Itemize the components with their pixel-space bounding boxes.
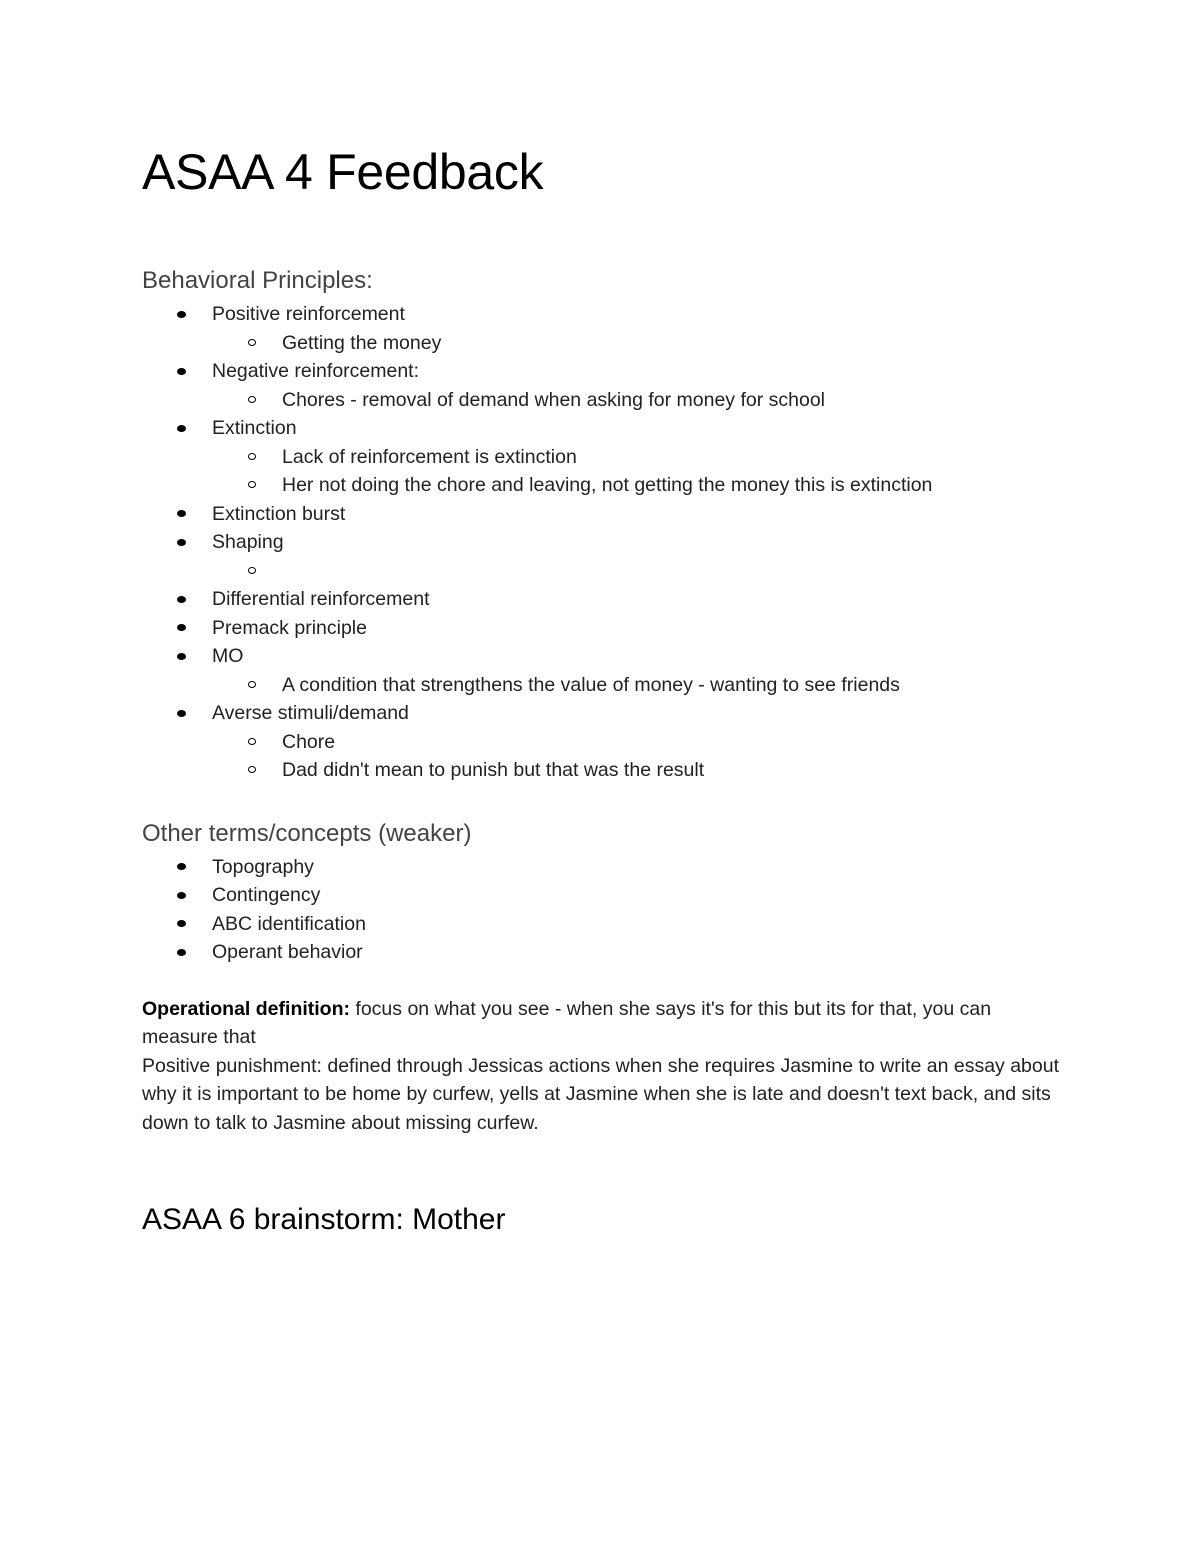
sub-list-item [142, 756, 1062, 785]
sub-list-item [142, 329, 1062, 358]
hollow-bullet-icon [248, 396, 256, 403]
bullet-icon [177, 892, 186, 899]
sub-list-item [142, 728, 1062, 757]
sub-list-item-label: Dad didn't mean to punish but that was the result [282, 759, 705, 781]
sub-list-item-label: A condition that strengthens the value of money - wanting to see friends [282, 673, 900, 696]
list-item [142, 500, 1062, 529]
hollow-bullet-icon [248, 481, 256, 488]
list-item-label: ABC identification [212, 912, 366, 935]
other-terms-list [142, 853, 1062, 967]
sub-list-item-label: Lack of reinforcement is extinction [282, 445, 577, 468]
list-item-label: MO [212, 645, 244, 667]
bullet-icon [177, 624, 186, 631]
list-item [142, 414, 1062, 443]
operational-definition-label: Operational definition: [142, 997, 350, 1020]
behavioral-principles-heading: Behavioral Principles: [142, 267, 373, 294]
sub-list-item [142, 386, 1062, 415]
list-item-label: Shaping [212, 531, 284, 553]
sub-list-item-label: Chores - removal of demand when asking for money for school [282, 388, 826, 411]
sub-list-item [142, 557, 1062, 586]
bullet-icon [177, 653, 186, 660]
list-item-label: Topography [212, 855, 314, 878]
positive-punishment-paragraph: Positive punishment: defined through Jessicas actions when she requires Jasmine to write an essay about why it is important to be home by curfew, yells at Jasmine when she is late and doesn't text back, and sits down to talk to Jasmine about missing curfew. [142, 1054, 1060, 1134]
list-item-label: Operant behavior [212, 941, 363, 963]
sub-list-item-label: Chore [282, 730, 336, 753]
list-item-label: Negative reinforcement: [212, 360, 420, 382]
list-item-label: Differential reinforcement [212, 588, 430, 610]
list-item-label: Extinction burst [212, 502, 346, 525]
bullet-icon [177, 949, 186, 956]
list-item-label: Positive reinforcement [212, 303, 405, 325]
list-item [142, 585, 1062, 614]
bullet-icon [177, 510, 186, 517]
document-content [142, 140, 1062, 1239]
list-item [142, 642, 1062, 671]
sub-list-item-label: Getting the money [282, 331, 442, 354]
list-item [142, 699, 1062, 728]
asaa6-heading: ASAA 6 brainstorm: Mother [142, 1203, 506, 1236]
sub-list-item [142, 471, 1062, 500]
list-item [142, 300, 1062, 329]
list-item [142, 853, 1062, 882]
operational-definition-paragraph [142, 995, 1062, 1052]
hollow-bullet-icon [248, 766, 256, 773]
bullet-icon [177, 596, 186, 603]
list-item [142, 528, 1062, 557]
bullet-icon [177, 539, 186, 546]
operational-definition-text: focus on what you see - when she says it's for this but its for that, you can measure that [142, 997, 992, 1048]
list-item-label: Contingency [212, 884, 321, 906]
list-item [142, 881, 1062, 910]
list-item [142, 614, 1062, 643]
hollow-bullet-icon [248, 567, 256, 574]
sub-list-item [142, 443, 1062, 472]
bullet-icon [177, 920, 186, 927]
list-item [142, 910, 1062, 939]
document-title: ASAA 4 Feedback [142, 144, 544, 200]
sub-list-item [142, 671, 1062, 700]
list-item [142, 357, 1062, 386]
other-terms-heading: Other terms/concepts (weaker) [142, 819, 472, 847]
bullet-icon [177, 710, 186, 717]
list-item-label: Averse stimuli/demand [212, 702, 409, 724]
hollow-bullet-icon [248, 738, 256, 745]
hollow-bullet-icon [248, 339, 256, 346]
bullet-icon [177, 425, 186, 432]
hollow-bullet-icon [248, 681, 256, 688]
hollow-bullet-icon [248, 453, 256, 460]
sub-list-item-label: Her not doing the chore and leaving, not getting the money this is extinction [282, 474, 933, 496]
bullet-icon [177, 368, 186, 375]
behavioral-principles-list [142, 300, 1062, 785]
bullet-icon [177, 863, 186, 870]
bullet-icon [177, 311, 186, 318]
list-item [142, 938, 1062, 967]
list-item-label: Extinction [212, 417, 297, 439]
list-item-label: Premack principle [212, 616, 367, 639]
